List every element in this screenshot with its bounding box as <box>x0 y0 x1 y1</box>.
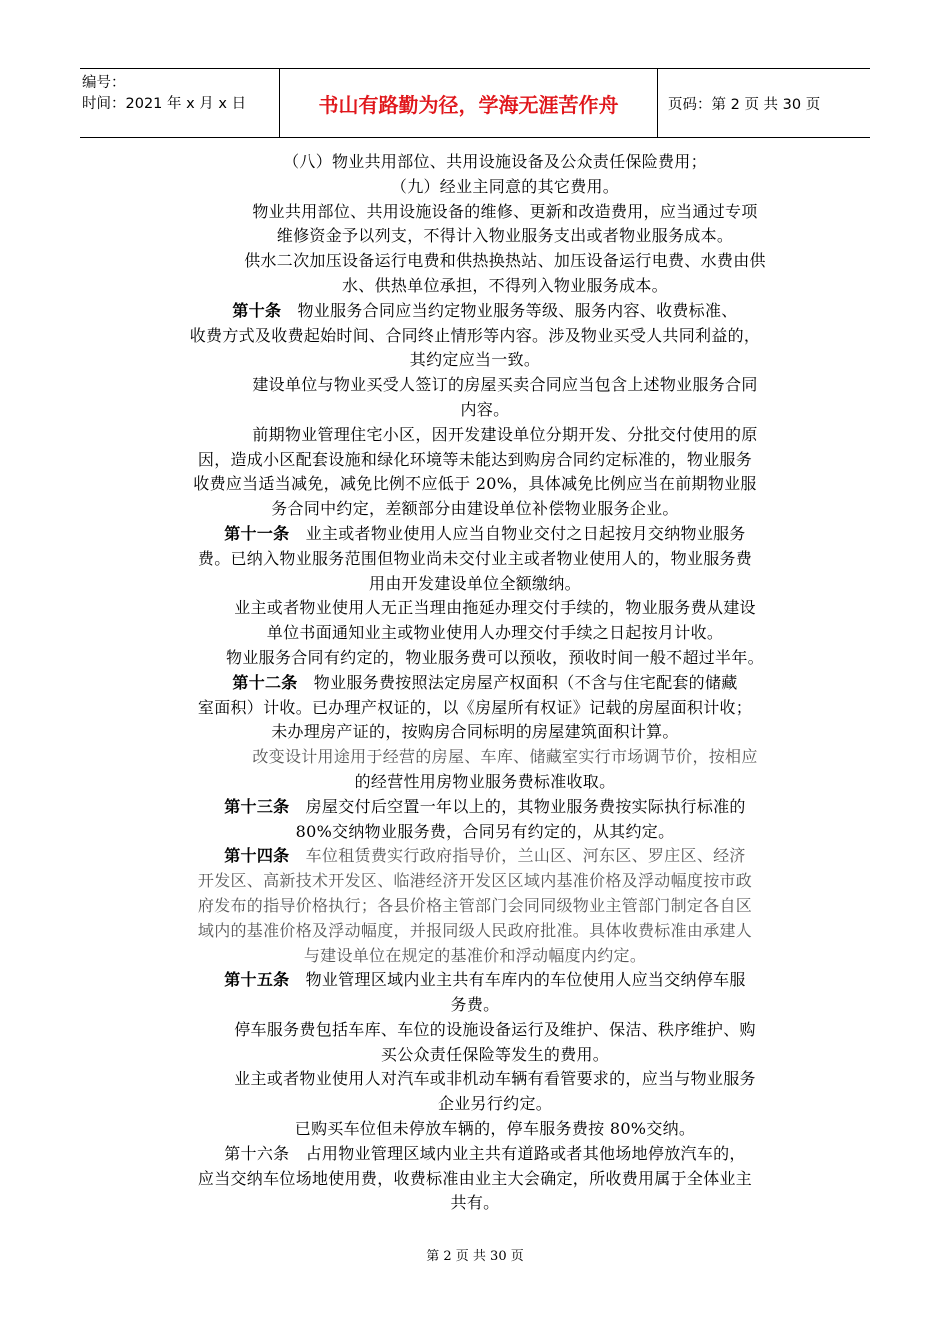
text-line: 车位租赁费实行政府指导价，兰山区、河东区、罗庄区、经济 <box>305 846 746 866</box>
text-line: 物业服务合同应当约定物业服务等级、服务内容、收费标准、 <box>297 300 738 320</box>
text-line: 企业另行约定。 <box>437 1094 553 1114</box>
text-line: 业主或者物业使用人无正当理由拖延办理交付手续的，物业服务费从建设 <box>234 598 756 618</box>
article-heading: 第十条 <box>232 300 282 320</box>
text-line: 开发区、高新技术开发区、临港经济开发区区域内基准价格及浮动幅度按市政 <box>197 871 753 891</box>
article-line <box>140 522 810 547</box>
text-line: 其约定应当一致。 <box>409 350 541 370</box>
text-line: 房屋交付后空置一年以上的，其物业服务费按实际执行标准的 <box>305 796 746 816</box>
document-date: 时间：2021 年 x 月 x 日 <box>82 96 247 112</box>
text-line: （八）物业共用部位、共用设施设备及公众责任保险费用； <box>283 152 707 171</box>
text-line: 停车服务费包括车库、车位的设施设备运行及维护、保洁、秩序维护、购 <box>234 1019 756 1039</box>
article-heading: 第十三条 <box>224 796 290 816</box>
article-line <box>140 1142 810 1167</box>
text-line: 内容。 <box>460 399 510 419</box>
text-line: 物业共用部位、共用设施设备的维修、更新和改造费用，应当通过专项 <box>252 201 758 221</box>
text-line: 务费。 <box>450 995 500 1015</box>
text-line: 与建设单位在规定的基准价和浮动幅度内约定。 <box>303 945 647 965</box>
article-heading: 第十六条 <box>224 1143 290 1163</box>
text-line: 因，造成小区配套设施和绿化环境等未能达到购房合同约定标准的，物业服务 <box>197 449 753 469</box>
text-line: 水、供热单位承担，不得列入物业服务成本。 <box>341 275 668 295</box>
text-line: 共有。 <box>450 1193 500 1213</box>
article-line <box>140 671 810 696</box>
article-heading: 第十五条 <box>224 970 290 990</box>
page-footer: 第 2 页 共 30 页 <box>426 1249 524 1264</box>
text-line: 占用物业管理区域内业主共有道路或者其他场地停放汽车的， <box>305 1143 746 1163</box>
text-line: 供水二次加压设备运行电费和供热换热站、加压设备运行电费、水费由供 <box>244 251 766 271</box>
header-meta <box>80 69 280 137</box>
header-page-number: 页码：第 2 页 共 30 页 <box>668 96 821 113</box>
text-line: 收费方式及收费起始时间、合同终止情形等内容。涉及物业买受人共同利益的， <box>189 325 761 345</box>
text-line: 应当交纳车位场地使用费，收费标准由业主大会确定，所收费用属于全体业主 <box>197 1168 753 1188</box>
article-heading: 第十四条 <box>224 846 290 866</box>
text-line: 物业服务费按照法定房屋产权面积（不含与住宅配套的储藏 <box>313 672 738 692</box>
text-line: 业主或者物业使用人应当自物业交付之日起按月交纳物业服务 <box>305 523 746 543</box>
text-line: 物业服务合同有约定的，物业服务费可以预收，预收时间一般不超过半年。 <box>226 647 764 667</box>
text-line: 域内的基准价格及浮动幅度，并报同级人民政府批准。具体收费标准由承建人 <box>197 920 753 940</box>
text-line: 室面积）计收。已办理产权证的，以《房屋所有权证》记载的房屋面积计收； <box>197 697 753 717</box>
text-line: （九）经业主同意的其它费用。 <box>390 176 620 196</box>
text-line: 买公众责任保险等发生的费用。 <box>380 1044 610 1064</box>
text-line: 的经营性用房物业服务费标准收取。 <box>354 771 616 791</box>
article-line <box>140 844 810 869</box>
text-line: 前期物业管理住宅小区，因开发建设单位分期开发、分批交付使用的原 <box>252 424 758 444</box>
text-line: 80%交纳物业服务费，合同另有约定的，从其约定。 <box>295 821 675 841</box>
text-line: 建设单位与物业买受人签订的房屋买卖合同应当包含上述物业服务合同 <box>252 375 758 395</box>
text-line: 用由开发建设单位全额缴纳。 <box>369 573 581 593</box>
article-heading: 第十一条 <box>224 523 290 543</box>
article-line <box>140 968 810 993</box>
document-number: 编号： <box>82 75 126 91</box>
document-body <box>140 150 810 1216</box>
text-line: 未办理房产证的，按购房合同标明的房屋建筑面积计算。 <box>271 722 679 742</box>
text-line: 单位书面通知业主或物业使用人办理交付手续之日起按月计收。 <box>266 623 724 643</box>
header-motto: 书山有路勤为径，学海无涯苦作舟 <box>280 69 658 137</box>
text-line: 改变设计用途用于经营的房屋、车库、储藏室实行市场调节价，按相应 <box>252 747 758 767</box>
text-line: 已购买车位但未停放车辆的，停车服务费按 80%交纳。 <box>294 1119 696 1139</box>
text-line: 费。已纳入物业服务范围但物业尚未交付业主或者物业使用人的，物业服务费 <box>197 548 753 568</box>
text-line: 府发布的指导价格执行；各县价格主管部门会同同级物业主管部门制定各自区 <box>197 895 753 915</box>
text-line: 收费应当适当减免，减免比例不应低于 20%，具体减免比例应当在前期物业服 <box>193 474 757 494</box>
page-header <box>80 68 870 138</box>
text-line: 物业管理区域内业主共有车库内的车位使用人应当交纳停车服 <box>305 970 746 990</box>
text-line: 维修资金予以列支，不得计入物业服务支出或者物业服务成本。 <box>276 226 734 246</box>
article-line <box>140 299 810 324</box>
text-line: 业主或者物业使用人对汽车或非机动车辆有看管要求的，应当与物业服务 <box>234 1069 756 1089</box>
article-line <box>140 795 810 820</box>
text-line: 务合同中约定，差额部分由建设单位补偿物业服务企业。 <box>271 499 679 519</box>
article-heading: 第十二条 <box>232 672 298 692</box>
